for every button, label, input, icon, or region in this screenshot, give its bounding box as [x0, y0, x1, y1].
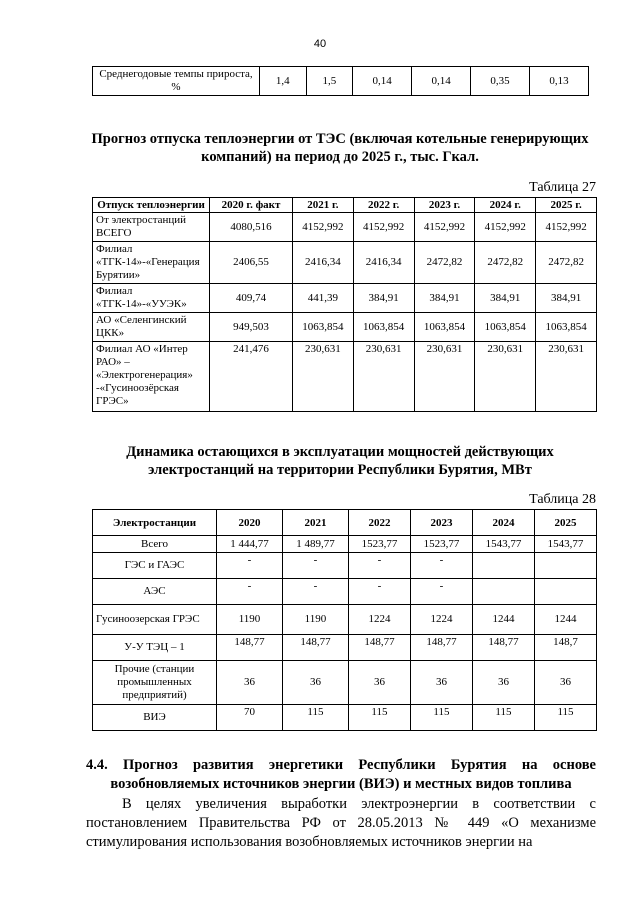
table-cell: 148,77 [282, 635, 348, 661]
table-cell: 70 [217, 705, 283, 731]
table-cell: 230,631 [536, 342, 597, 412]
table-cell: 148,7 [534, 635, 596, 661]
row-label: Среднегодовые темпы прироста, % [93, 67, 260, 96]
table-row [93, 67, 589, 96]
table-cell: 1224 [410, 605, 472, 635]
heat-forecast-heading: Прогноз отпуска теплоэнергии от ТЭС (включая котельные генерирующих компаний) на период до 2025 г., тыс. Гкал. [91, 131, 589, 165]
table-cell [472, 579, 534, 605]
table-cell: 1 489,77 [282, 536, 348, 553]
table-cell: 2472,82 [414, 242, 475, 284]
table-row [93, 242, 597, 284]
table-cell: 1224 [348, 605, 410, 635]
table-cell [534, 553, 596, 579]
table-row [93, 705, 597, 731]
row-label: У-У ТЭЦ – 1 [93, 635, 217, 661]
table-cell: 2416,34 [353, 242, 414, 284]
table-cell: 2472,82 [475, 242, 536, 284]
table-row [93, 213, 597, 242]
table-cell: 384,91 [475, 284, 536, 313]
table-cell: 2406,55 [210, 242, 293, 284]
column-header: Отпуск теплоэнергии [93, 198, 210, 213]
row-label: Гусиноозерская ГРЭС [93, 605, 217, 635]
table-cell: 1 444,77 [217, 536, 283, 553]
table-cell: 0,14 [412, 67, 471, 96]
table-28-caption: Таблица 28 [529, 492, 596, 507]
table-cell: 36 [472, 661, 534, 705]
column-header: 2025 г. [536, 198, 597, 213]
table-cell: - [282, 579, 348, 605]
table-cell: 241,476 [210, 342, 293, 412]
capacity-table [92, 509, 597, 731]
table-row [93, 605, 597, 635]
section-title: 4.4. Прогноз развития энергетики Республики Бурятия на основе возобновляемых источников энергии (ВИЭ) и местных видов топлива [86, 757, 596, 792]
table-cell: 1,4 [260, 67, 307, 96]
table-row [93, 284, 597, 313]
table-cell: 115 [282, 705, 348, 731]
column-header: 2020 г. факт [210, 198, 293, 213]
table-cell: 115 [410, 705, 472, 731]
table-cell: 1244 [534, 605, 596, 635]
table-cell: 230,631 [353, 342, 414, 412]
row-label: Филиал АО «Интер РАО» – «Электрогенерация» -«Гусиноозёрская ГРЭС» [93, 342, 210, 412]
table-row [93, 579, 597, 605]
table-cell: 36 [410, 661, 472, 705]
column-header: Электростанции [93, 510, 217, 536]
column-header: 2023 [410, 510, 472, 536]
growth-rate-table [92, 66, 589, 96]
table-cell: 2472,82 [536, 242, 597, 284]
table-cell: 1063,854 [475, 313, 536, 342]
capacity-heading: Динамика остающихся в эксплуатации мощностей действующих электростанций на территории Республики Бурятия, МВт [126, 444, 554, 478]
table-cell: 1063,854 [414, 313, 475, 342]
column-header: 2020 [217, 510, 283, 536]
table-row [93, 313, 597, 342]
table-cell: 4152,992 [292, 213, 353, 242]
table-cell: 1,5 [306, 67, 353, 96]
table-cell: 1190 [282, 605, 348, 635]
heat-supply-table [92, 197, 597, 412]
table-cell: 1063,854 [536, 313, 597, 342]
table-cell: - [348, 553, 410, 579]
row-label: Филиал «ТГК-14»-«Генерация Бурятии» [93, 242, 210, 284]
table-cell: 1543,77 [472, 536, 534, 553]
table-cell: 115 [534, 705, 596, 731]
table-cell: 384,91 [414, 284, 475, 313]
table-cell: 115 [472, 705, 534, 731]
table-cell: 36 [217, 661, 283, 705]
table-cell: 230,631 [475, 342, 536, 412]
body-paragraph: В целях увеличения выработки электроэнергии в соответствии с постановлением Правительства РФ от 28.05.2013 № 449 «О механизме стимулирования использования возобновляемых источников энергии на [86, 796, 596, 850]
column-header: 2024 [472, 510, 534, 536]
table-cell [472, 553, 534, 579]
table-row [93, 536, 597, 553]
column-header: 2024 г. [475, 198, 536, 213]
row-label: От электростанций ВСЕГО [93, 213, 210, 242]
table-27-caption: Таблица 27 [529, 180, 596, 195]
column-header: 2022 г. [353, 198, 414, 213]
table-cell: 36 [348, 661, 410, 705]
table-cell: 409,74 [210, 284, 293, 313]
table-cell: 384,91 [353, 284, 414, 313]
row-label: ГЭС и ГАЭС [93, 553, 217, 579]
table-cell [534, 579, 596, 605]
table-cell: 441,39 [292, 284, 353, 313]
table-cell: 384,91 [536, 284, 597, 313]
column-header: 2021 г. [292, 198, 353, 213]
table-cell: 148,77 [348, 635, 410, 661]
table-cell: 0,14 [353, 67, 412, 96]
table-cell: 36 [534, 661, 596, 705]
table-cell: 4152,992 [475, 213, 536, 242]
column-header: 2021 [282, 510, 348, 536]
table-header-row [93, 198, 597, 213]
column-header: 2023 г. [414, 198, 475, 213]
table-cell: 1063,854 [292, 313, 353, 342]
table-cell: - [217, 579, 283, 605]
column-header: 2022 [348, 510, 410, 536]
row-label: ВИЭ [93, 705, 217, 731]
table-cell: 230,631 [414, 342, 475, 412]
table-cell: 36 [282, 661, 348, 705]
page-number: 40 [313, 38, 327, 50]
table-cell: 148,77 [410, 635, 472, 661]
table-cell: 2416,34 [292, 242, 353, 284]
table-row [93, 342, 597, 412]
table-cell: - [410, 579, 472, 605]
table-cell: 4080,516 [210, 213, 293, 242]
table-cell: 4152,992 [536, 213, 597, 242]
table-cell: 115 [348, 705, 410, 731]
table-cell: 4152,992 [353, 213, 414, 242]
table-header-row [93, 510, 597, 536]
row-label: Прочие (станции промышленных предприятий) [93, 661, 217, 705]
table-cell: 1523,77 [410, 536, 472, 553]
table-cell: 148,77 [472, 635, 534, 661]
table-cell: 4152,992 [414, 213, 475, 242]
table-cell: 230,631 [292, 342, 353, 412]
row-label: Филиал «ТГК-14»-«УУЭК» [93, 284, 210, 313]
table-cell: 1543,77 [534, 536, 596, 553]
table-row [93, 635, 597, 661]
table-cell: 1244 [472, 605, 534, 635]
table-cell: - [348, 579, 410, 605]
table-cell: 1190 [217, 605, 283, 635]
table-cell: - [217, 553, 283, 579]
table-cell: 949,503 [210, 313, 293, 342]
row-label: АО «Селенгинский ЦКК» [93, 313, 210, 342]
column-header: 2025 [534, 510, 596, 536]
row-label: АЭС [93, 579, 217, 605]
table-cell: 0,35 [471, 67, 530, 96]
table-cell: - [410, 553, 472, 579]
row-label: Всего [93, 536, 217, 553]
table-cell: 1063,854 [353, 313, 414, 342]
table-row [93, 553, 597, 579]
table-cell: 148,77 [217, 635, 283, 661]
table-cell: 0,13 [530, 67, 589, 96]
table-cell: - [282, 553, 348, 579]
table-row [93, 661, 597, 705]
table-cell: 1523,77 [348, 536, 410, 553]
